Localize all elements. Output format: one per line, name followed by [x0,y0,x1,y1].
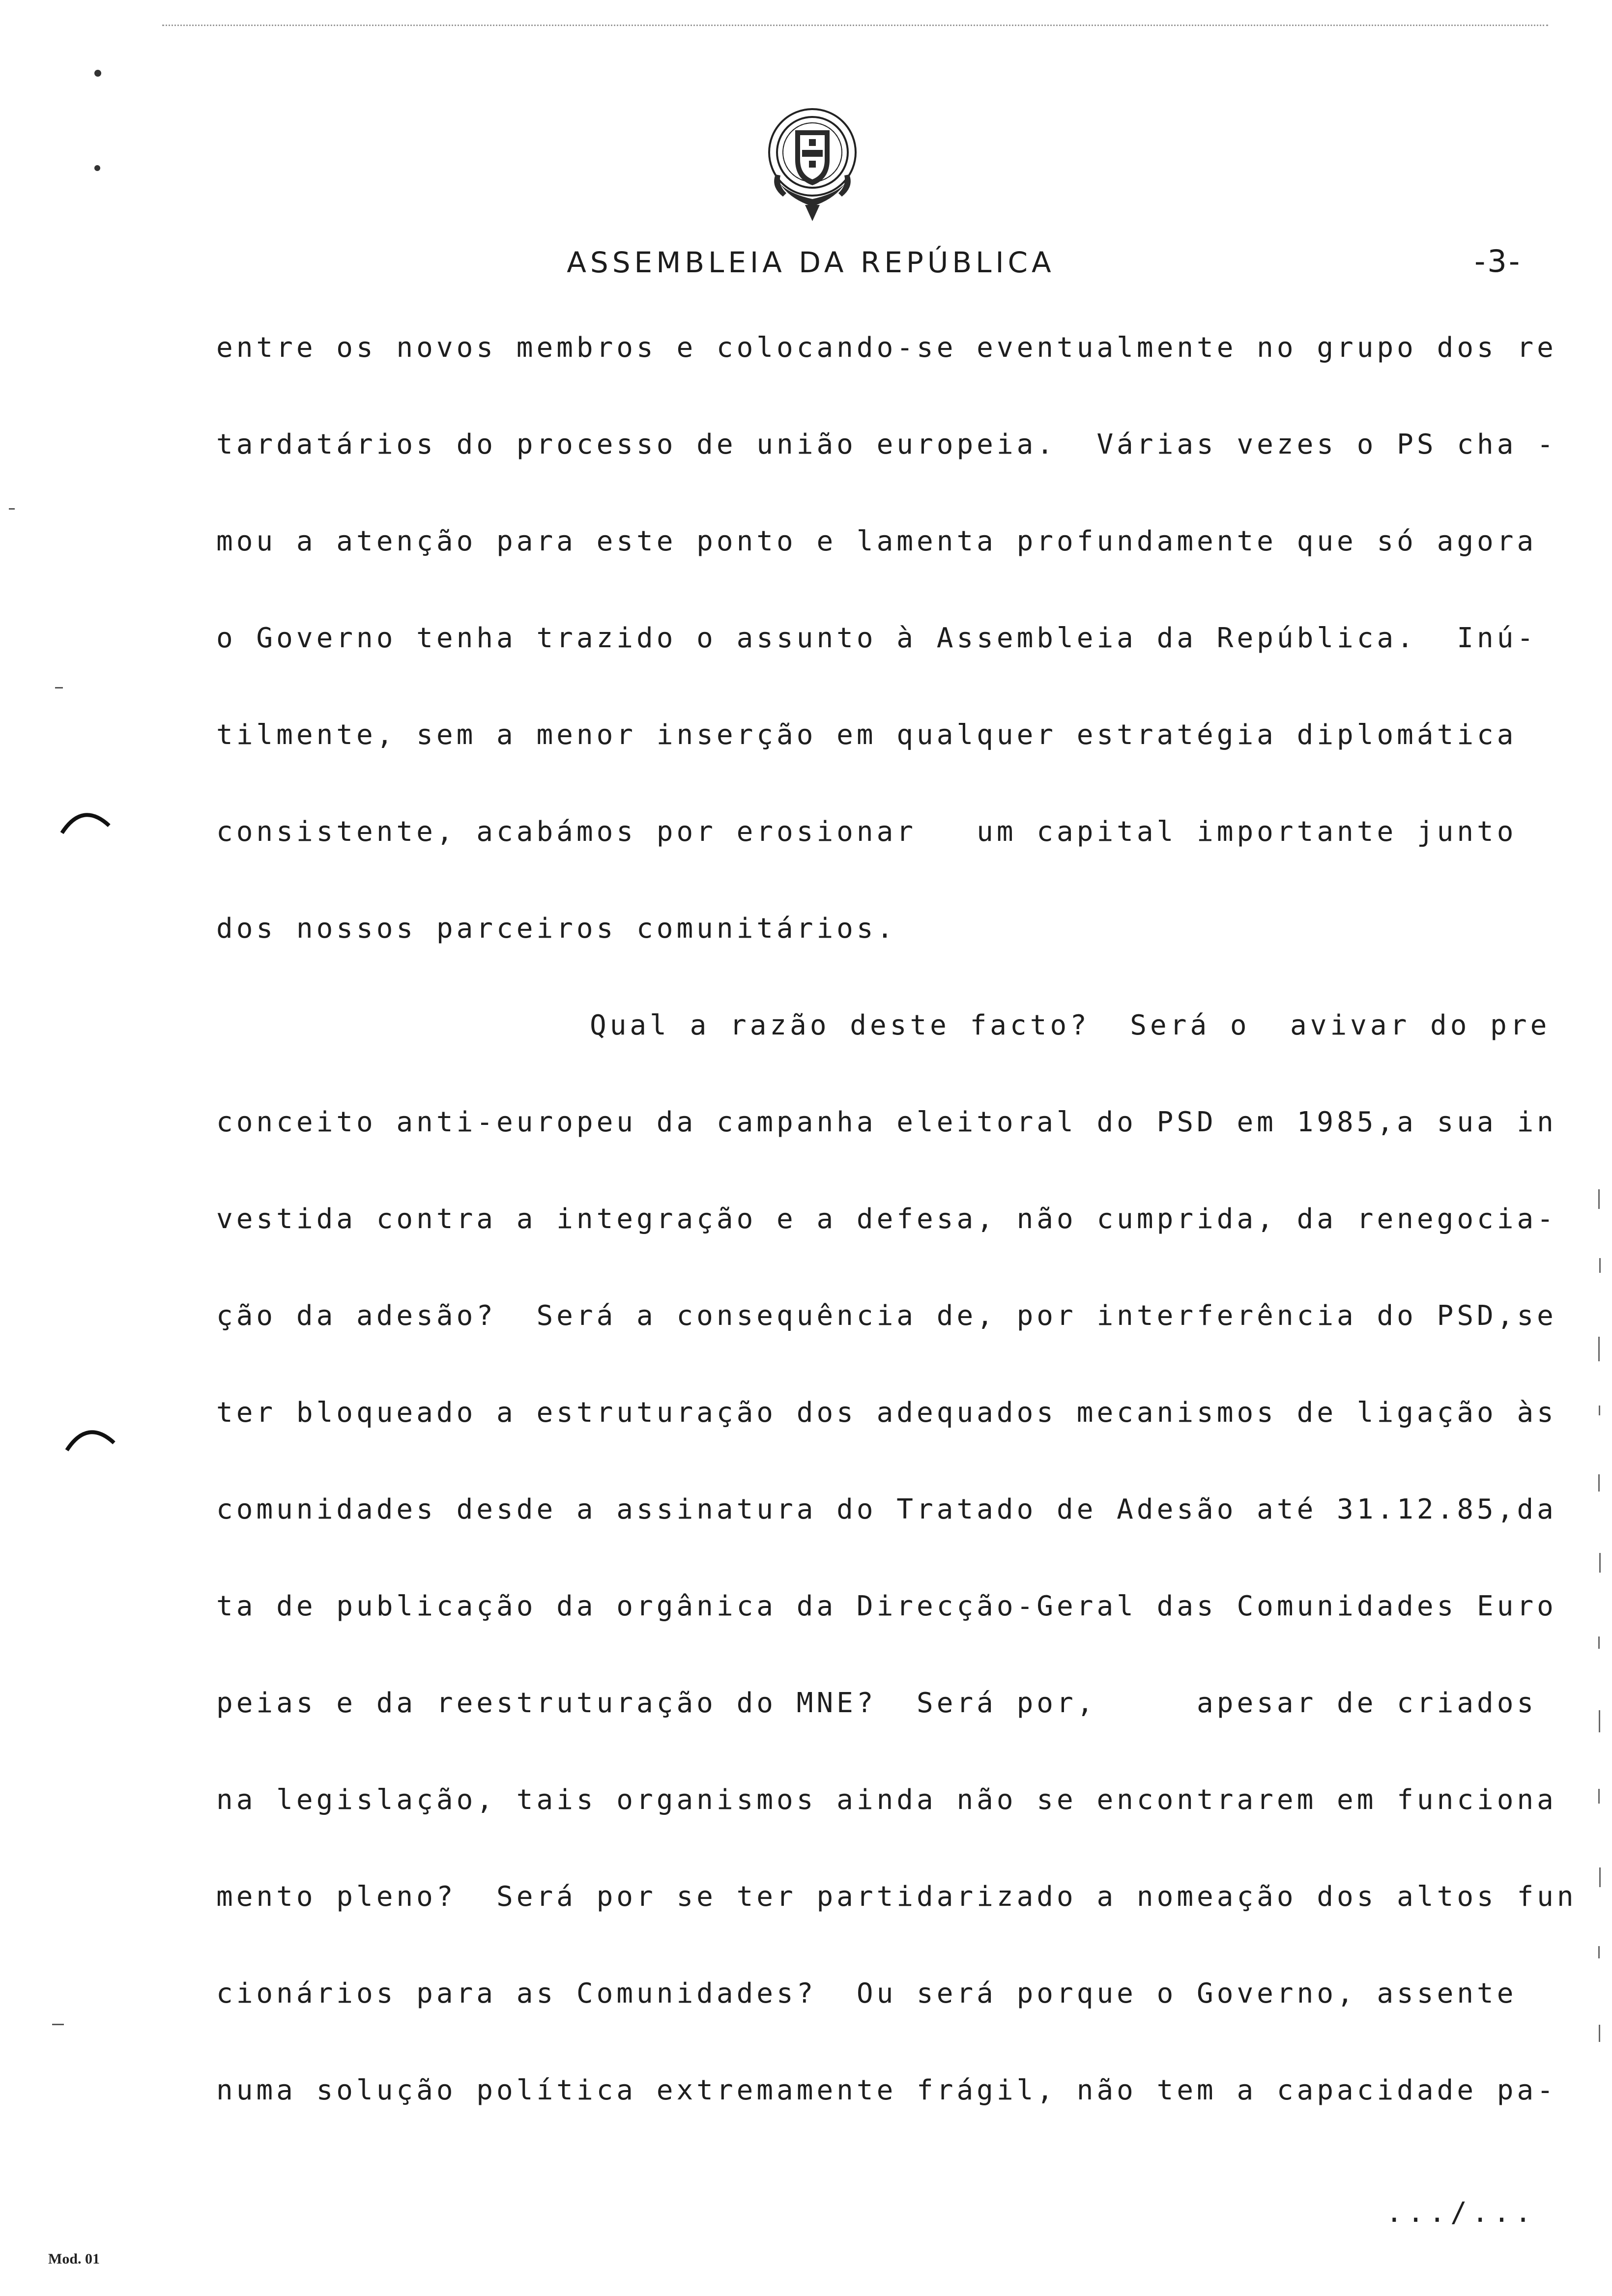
paragraph-start-line: Qual a razão deste facto? Será o avivar do pre [590,1009,1551,1041]
form-code: Mod. 01 [48,2251,100,2267]
institution-header: ASSEMBLEIA DA REPÚBLICA [567,246,1055,279]
scan-speck [94,165,100,171]
scan-mark [9,508,15,510]
punch-hole-arc [63,1423,117,1453]
text-line: mou a atenção para este ponto e lamenta profundamente que só agora [216,525,1537,557]
text-line: na legislação, tais organismos ainda não se encontrarem em funciona [216,1784,1557,1816]
text-line: ta de publicação da orgânica da Direcção-Geral das Comunidades Euro [216,1590,1557,1622]
text-line: numa solução política extremamente frágil, não tem a capacidade pa- [216,2074,1557,2106]
text-line: cionários para as Comunidades? Ou será porque o Governo, assente [216,1978,1517,2009]
scan-mark [55,687,63,689]
text-line: ter bloqueado a estruturação dos adequados mecanismos de ligação às [216,1397,1557,1429]
text-line: vestida contra a integração e a defesa, não cumprida, da renegocia- [216,1203,1557,1235]
top-scan-edge [162,25,1548,26]
text-line: tilmente, sem a menor inserção em qualquer estratégia diplomática [216,719,1517,751]
scan-speck [94,70,101,77]
text-line: conceito anti-europeu da campanha eleitoral do PSD em 1985,a sua in [216,1106,1557,1138]
text-line: ção da adesão? Será a consequência de, por interferência do PSD,se [216,1300,1557,1332]
text-line: tardatários do processo de união europeia. Várias vezes o PS cha - [216,429,1557,460]
text-line: peias e da reestruturação do MNE? Será por, apesar de criados [216,1687,1537,1719]
coat-of-arms-icon [761,101,864,224]
text-line: o Governo tenha trazido o assunto à Assembleia da República. Inú- [216,622,1537,654]
text-line: entre os novos membros e colocando-se eventualmente no grupo dos re [216,332,1557,364]
text-line: comunidades desde a assinatura do Tratado de Adesão até 31.12.85,da [216,1493,1557,1525]
text-line: consistente, acabámos por erosionar um capital importante junto [216,816,1517,848]
right-edge-noise [1592,1179,1607,2113]
continuation-mark: .../... [1386,2197,1537,2229]
scan-mark [52,2024,64,2025]
body-text [216,328,1577,2168]
text-line: mento pleno? Será por se ter partidarizado a nomeação dos altos fun [216,1881,1577,1913]
punch-hole-arc [58,806,112,835]
text-line: dos nossos parceiros comunitários. [216,913,897,945]
page-number: -3- [1474,243,1522,279]
